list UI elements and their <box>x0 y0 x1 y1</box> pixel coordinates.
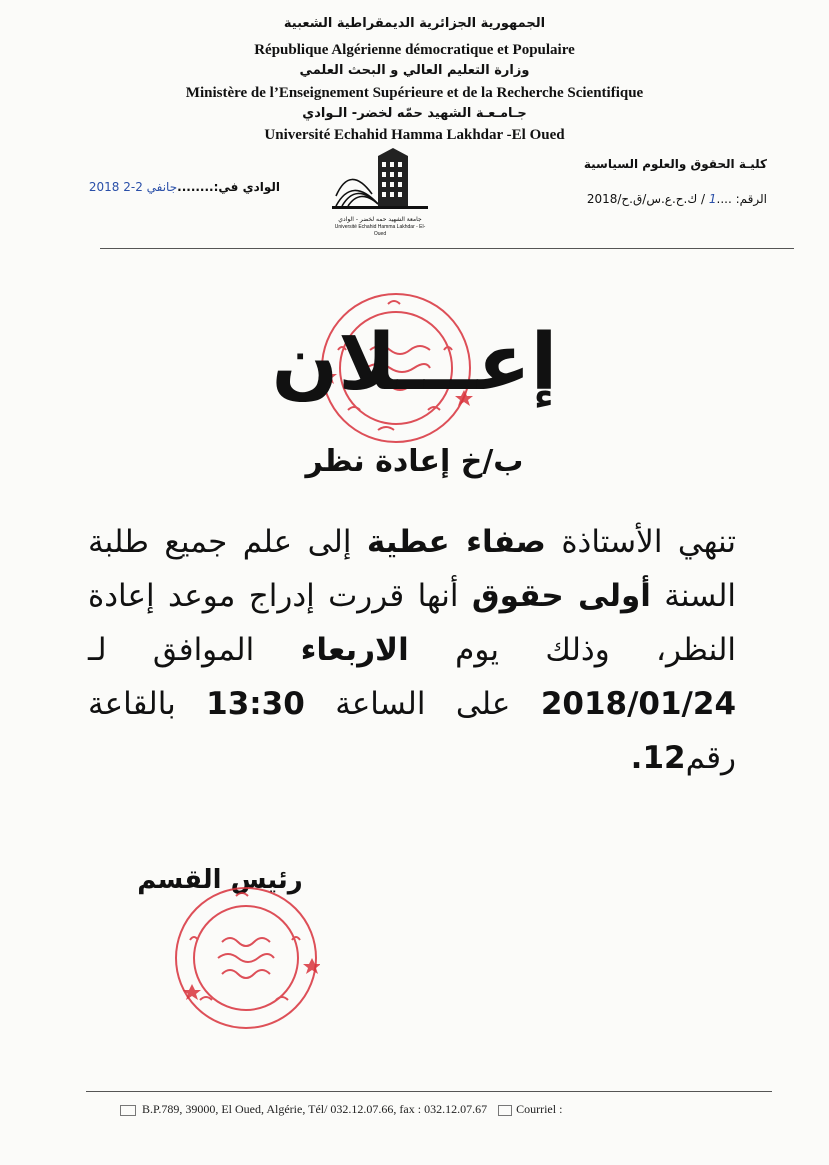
faculty-name: كليـة الحقوق والعلوم السياسية <box>583 157 767 171</box>
place-label: الوادي في:........ <box>177 180 280 194</box>
body-text-1: تنهي الأستاذة <box>545 524 736 560</box>
header-divider <box>100 248 794 249</box>
footer-contact <box>120 1102 720 1117</box>
email-icon <box>498 1105 512 1116</box>
university-logo-icon <box>332 146 428 212</box>
footer-address: B.P.789, 39000, El Oued, Algérie, Tél/ 032.12.07.66, fax : 032.12.07.67 <box>142 1102 488 1116</box>
signature-role: رئيس القسم <box>137 865 303 895</box>
exam-day: الاربعاء <box>300 632 409 668</box>
body-text-4: الموافق لـ <box>88 632 301 668</box>
reference-label: الرقم: .... <box>716 192 767 206</box>
reference-number: 1 <box>708 192 717 206</box>
body-text-2: إلى علم جميع طلبة السنة <box>88 524 736 614</box>
announcement-body <box>88 515 736 785</box>
republic-french: République Algérienne démocratique et Populaire <box>254 42 575 58</box>
body-text-5: على الساعة <box>304 686 541 722</box>
footer-divider <box>86 1091 772 1092</box>
reference-code: / ك.ح.ع.س/ق.ح/2018 <box>586 192 706 206</box>
room-number: 12. <box>630 740 686 776</box>
footer-email-label: Courriel : <box>516 1102 563 1116</box>
reference-line <box>587 192 767 206</box>
announcement-subtitle: ب/خ إعادة نظر <box>305 444 524 479</box>
exam-date: 2018/01/24 <box>540 686 737 722</box>
republic-arabic: الجمهورية الجزائرية الديمقراطية الشعبية <box>283 16 546 31</box>
body-text-6: بالقاعة رقم <box>88 686 736 776</box>
signature-stamp-icon <box>172 884 320 1032</box>
ministry-arabic: وزارة التعليم العالي و البحث العلمي <box>299 63 530 78</box>
teacher-name: صفاء عطية <box>366 524 546 560</box>
exam-time: 13:30 <box>206 686 305 722</box>
university-french: Université Echahid Hamma Lakhdar -El Oued <box>264 127 565 143</box>
place-date-line <box>50 176 280 195</box>
logo-caption-arabic: جامعة الشهيد حمه لخضر - الوادي <box>338 216 422 223</box>
handwritten-date: 2018 جانفي 2-2 <box>88 180 178 194</box>
logo-caption-french: Université Echahid Hamma Lakhdar - El-Oued <box>334 224 426 237</box>
mailbox-icon <box>120 1105 136 1116</box>
university-arabic: جـامـعـة الشهيد حمّه لخضر- الـوادي <box>302 106 527 121</box>
body-text-3: أنها قررت إدراج موعد إعادة النظر، وذلك يوم <box>88 578 737 668</box>
announcement-title: إعـــلان <box>271 318 558 408</box>
ministry-french: Ministère de l’Enseignement Supérieure et de la Recherche Scientifique <box>185 85 644 101</box>
study-year: أولى حقوق <box>471 578 651 614</box>
university-logo <box>332 146 428 237</box>
